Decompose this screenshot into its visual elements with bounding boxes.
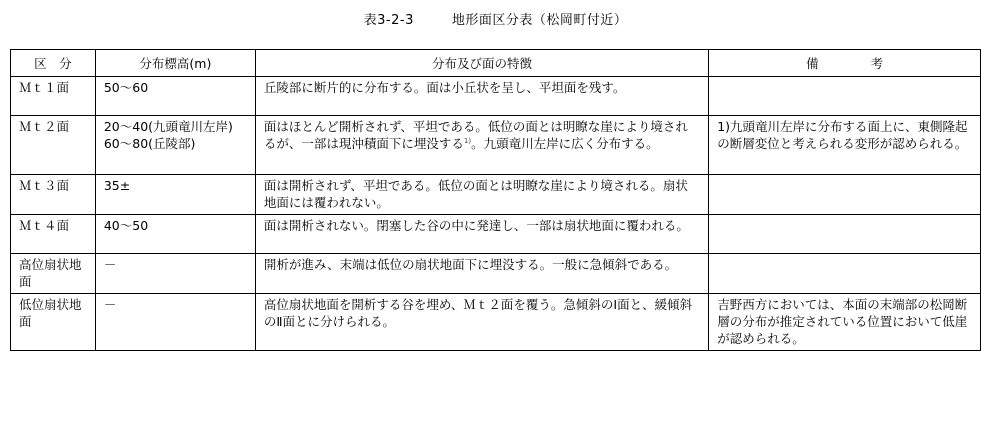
row-elevation	[95, 215, 255, 254]
header-notes	[709, 50, 981, 77]
row-notes: 1)九頭竜川左岸に分布する面上に、東側隆起の断層変位と考えられる変形が認められる。	[709, 116, 981, 175]
table-number: 表3-2-3	[363, 13, 414, 28]
table-title: 地形面区分表（松岡町付近）	[451, 13, 628, 28]
footnote-ref: 1)	[463, 136, 472, 145]
row-features: 面は開析されず、平坦である。低位の面とは明瞭な崖により境される。扇状地面には覆われない。	[255, 175, 708, 215]
table-row	[11, 77, 981, 116]
row-notes: 吉野西方においては、本面の末端部の松岡断層の分布が推定されている位置において低崖が認められる。	[709, 294, 981, 351]
elevation-value: 50～60	[103, 80, 149, 95]
row-class: Ｍｔ２面	[11, 116, 96, 175]
header-class: 区 分	[11, 50, 96, 77]
features-text: 面はほとんど開析されず、平坦である。低位の面とは明瞭な崖により境されるが、一部は現沖積面下に埋没する	[263, 119, 688, 151]
table-row	[11, 254, 981, 294]
elevation-value: 60～80(丘陵部)	[103, 136, 196, 151]
header-row	[11, 50, 981, 77]
elevation-value: 40～50	[103, 218, 149, 233]
row-features: 丘陵部に断片的に分布する。面は小丘状を呈し、平坦面を残す。	[255, 77, 708, 116]
elevation-value: 35±	[103, 178, 131, 193]
row-elevation	[95, 77, 255, 116]
terrain-classification-table	[10, 49, 981, 351]
row-notes	[709, 77, 981, 116]
table-row	[11, 175, 981, 215]
row-notes	[709, 215, 981, 254]
row-notes	[709, 254, 981, 294]
row-features	[255, 116, 708, 175]
row-elevation	[95, 175, 255, 215]
elevation-value: －	[103, 257, 117, 272]
row-class: 低位扇状地面	[11, 294, 96, 351]
row-class: Ｍｔ１面	[11, 77, 96, 116]
row-features: 開析が進み、末端は低位の扇状地面下に埋没する。一般に急傾斜である。	[255, 254, 708, 294]
header-notes-part-2: 考	[870, 55, 884, 71]
elevation-value: 20～40(九頭竜川左岸)	[103, 119, 233, 134]
row-features: 高位扇状地面を開析する谷を埋め、Ｍｔ２面を覆う。急傾斜のⅠ面と、緩傾斜のⅡ面とに分けられる。	[255, 294, 708, 351]
row-features: 面は開析されない。閉塞した谷の中に発達し、一部は扇状地面に覆われる。	[255, 215, 708, 254]
header-elevation: 分布標高(m)	[95, 50, 255, 77]
row-class: Ｍｔ４面	[11, 215, 96, 254]
header-notes-part-1: 備	[806, 55, 819, 71]
table-row	[11, 215, 981, 254]
row-elevation	[95, 254, 255, 294]
table-row	[11, 116, 981, 175]
elevation-value: －	[103, 297, 117, 312]
row-class: 高位扇状地面	[11, 254, 96, 294]
row-notes	[709, 175, 981, 215]
row-elevation	[95, 116, 255, 175]
row-elevation	[95, 294, 255, 351]
features-text-cont: 。九頭竜川左岸に広く分布する。	[471, 136, 659, 151]
header-features: 分布及び面の特徴	[255, 50, 708, 77]
table-caption	[0, 9, 991, 28]
table-row	[11, 294, 981, 351]
row-class: Ｍｔ３面	[11, 175, 96, 215]
